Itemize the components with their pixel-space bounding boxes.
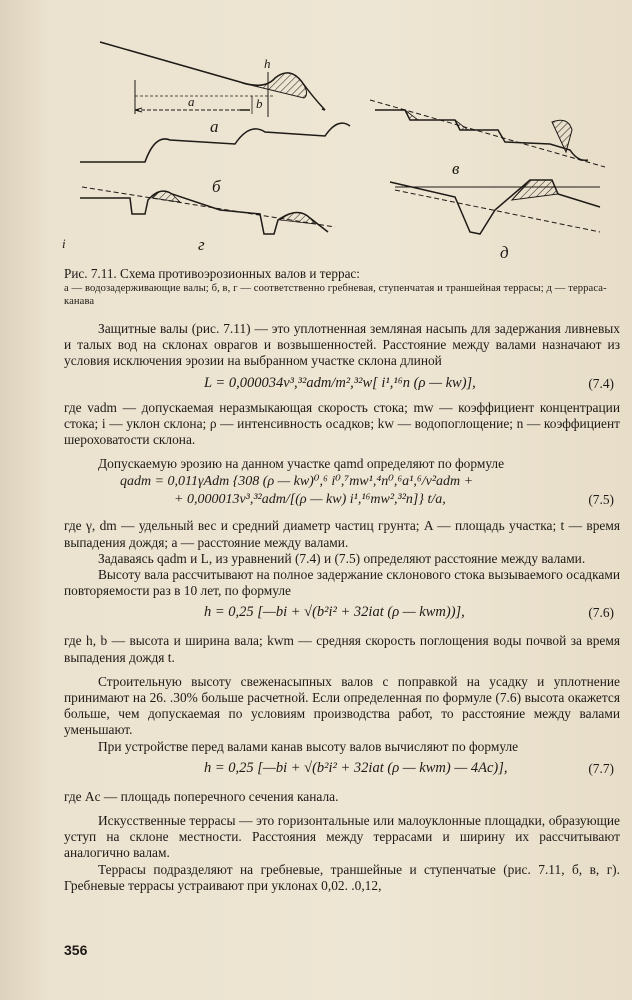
paragraph-construction-height: Строительную высоту свеженасыпных валов с поправкой на усадку и уплотнение принимают на 26. .30% больше расчетной. Если определенная по формуле (7.6) высота окажется больше, чем допускаемая по условиям производства работ, то расстояние между валами уменьшают. bbox=[64, 673, 620, 738]
figure-erosion-schemes bbox=[60, 22, 620, 267]
paragraph-legend-7-6: где h, b — высота и ширина вала; kwm — средняя скорость поглощения воды почвой за время выпадения дождя t. bbox=[64, 633, 620, 665]
formula-7-5 bbox=[64, 474, 620, 512]
label-b-width: b bbox=[256, 96, 263, 111]
panel-label-d: д bbox=[500, 243, 509, 262]
formula-7-6-body: h = 0,25 [—bi + √(b²i² + 32iat (ρ — kwm))], bbox=[204, 604, 465, 621]
label-h: h bbox=[264, 56, 271, 71]
label-a-distance: a bbox=[188, 94, 195, 109]
paragraph-legend-7-4: где vadm — допускаемая неразмыкающая скорость стока; mw — коэффициент концентрации стока; i — уклон склона; ρ — интенсивность осадков; kw — водопоглощение; n — коэффициент шероховатости склона. bbox=[64, 399, 620, 448]
panel-a-drawing bbox=[100, 42, 325, 117]
formula-7-7-body: h = 0,25 [—bi + √(b²i² + 32iat (ρ — kwm) — 4Ac)], bbox=[204, 759, 508, 776]
paragraph-legend-7-5: где γ, dm — удельный вес и средний диаметр частиц грунта; A — площадь участка; t — время выпадения дождя; a — расстояние между валами. bbox=[64, 518, 620, 550]
page-number: 356 bbox=[64, 942, 88, 958]
formula-7-5-line1: qadm = 0,011γAdm {308 (ρ — kw)⁰,⁶ i⁰,⁷mw¹,⁴n⁰,⁶a¹,⁶/v²adm + bbox=[120, 474, 474, 490]
paragraph-bank-height: Высоту вала рассчитывают на полное задержание склонового стока вызываемого осадками повторяемости раз в 10 лет, по формуле bbox=[64, 567, 620, 599]
caption-title: Рис. 7.11. Схема противоэрозионных валов и террас: bbox=[64, 266, 360, 281]
formula-7-5-line2: + 0,000013v³,³²adm/[(ρ — kw) i¹,¹⁶mw²,³²n]} t/a, bbox=[174, 492, 446, 508]
formula-7-7 bbox=[64, 758, 620, 784]
paragraph-legend-7-7: где Ac — площадь поперечного сечения канала. bbox=[64, 788, 339, 804]
paragraph-protective-banks: Защитные валы (рис. 7.11) — это уплотненная земляная насыпь для задержания ливневых и талых вод на склонах оврагов и возвышенностей. Расстояние между валами назначают из условия исключения эрозии на выбранном участке склона длиной bbox=[64, 321, 620, 369]
paragraph-distance: Задаваясь qadm и L, из уравнений (7.4) и (7.5) определяют расстояние между валами. bbox=[98, 550, 586, 566]
panel-v-drawing bbox=[370, 100, 605, 167]
margin-mark: і bbox=[62, 236, 66, 251]
paragraph-terrace-types: Террасы подразделяют на гребневые, траншейные и ступенчатые (рис. 7.11, б, в, г). Гребневые террасы устраивают при уклонах 0,02. .0,12, bbox=[64, 861, 620, 893]
body-text bbox=[64, 321, 620, 894]
paragraph-artificial-terraces: Искусственные террасы — это горизонтальные или малоуклонные площадки, образующие уступ на склоне местности. Расстояния между террасами и ширину их рассчитывают аналогично валам. bbox=[64, 813, 620, 861]
panel-d-drawing bbox=[390, 180, 600, 234]
paragraph-erosion: Допускаемую эрозию на данном участке qamd определяют по формуле bbox=[98, 456, 505, 472]
paragraph-canals: При устройстве перед валами канав высоту валов вычисляют по формуле bbox=[98, 738, 519, 754]
formula-7-4 bbox=[64, 373, 620, 395]
panel-label-v: в bbox=[452, 159, 460, 178]
panel-label-g: г bbox=[198, 235, 205, 254]
panel-label-b: б bbox=[212, 177, 221, 196]
formula-7-6 bbox=[64, 602, 620, 628]
panel-g-drawing bbox=[80, 187, 335, 234]
formula-7-6-number: (7.6) bbox=[588, 605, 614, 621]
caption-legend: а — водозадерживающие валы; б, в, г — соответственно гребневая, ступенчатая и траншейная террасы; д — терраса-канава bbox=[64, 283, 607, 307]
formula-7-4-number: (7.4) bbox=[588, 375, 614, 391]
figure-drawing bbox=[60, 22, 620, 267]
formula-7-7-number: (7.7) bbox=[588, 760, 614, 776]
formula-7-4-body: L = 0,000034v³,³²adm/m²,³²w[ i¹,¹⁶n (ρ — kw)], bbox=[204, 374, 476, 391]
formula-7-5-number: (7.5) bbox=[588, 492, 614, 508]
panel-label-a: а bbox=[210, 117, 219, 136]
figure-caption bbox=[64, 266, 620, 308]
